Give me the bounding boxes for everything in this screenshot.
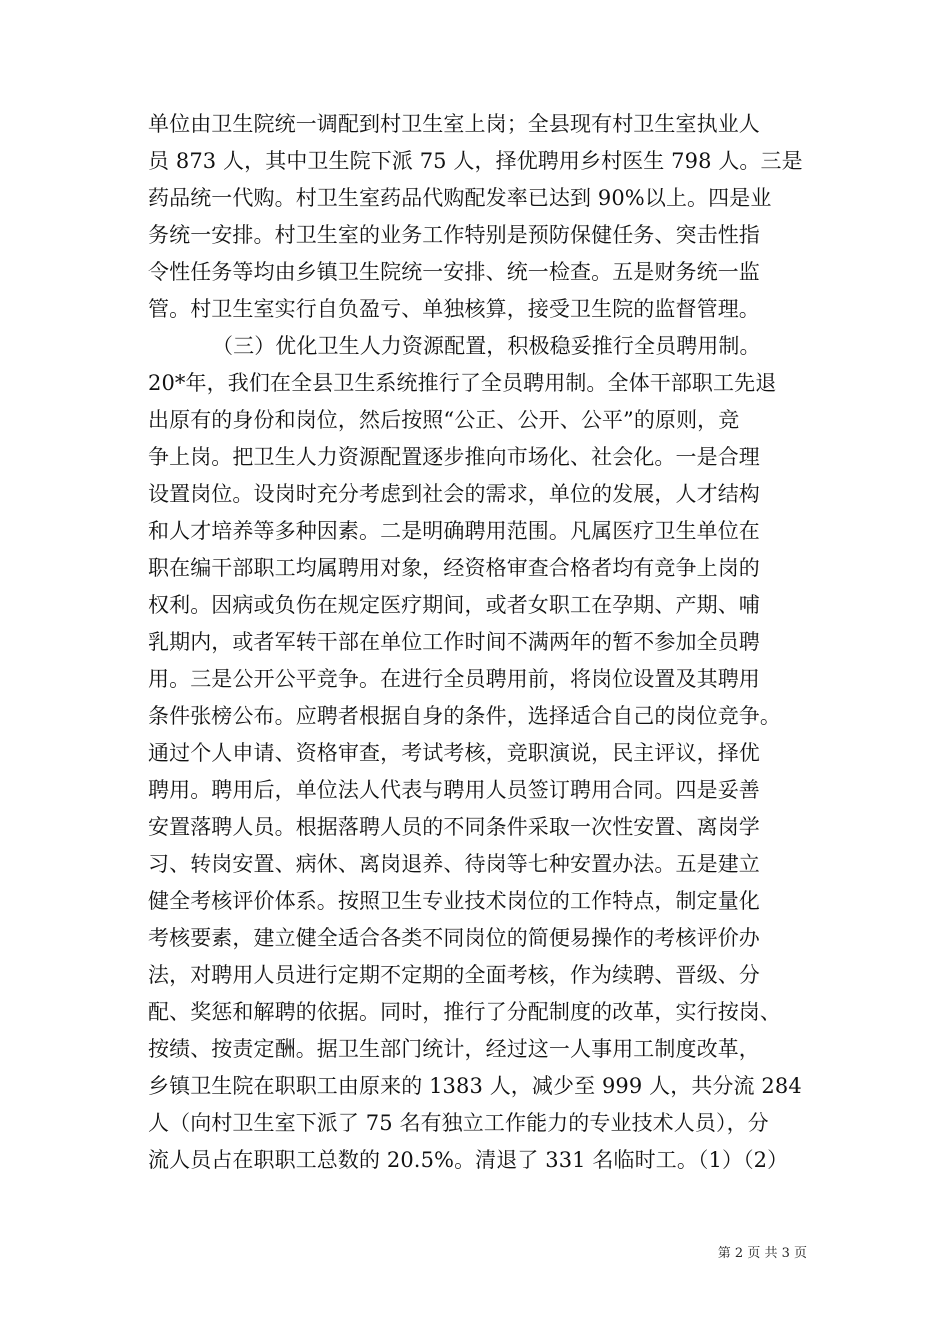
body-line: 用。三是公开公平竞争。在进行全员聘用前，将岗位设置及其聘用	[148, 667, 760, 691]
body-line: 权利。因病或负伤在规定医疗期间，或者女职工在孕期、产期、哺	[148, 593, 760, 617]
body-line: 乡镇卫生院在职职工由原来的 1383 人，减少至 999 人，共分流 284	[148, 1074, 802, 1098]
body-line: 健全考核评价体系。按照卫生专业技术岗位的工作特点，制定量化	[148, 889, 760, 913]
page-number: 第 2 页 共 3 页	[717, 1246, 807, 1261]
body-line: 流人员占在职职工总数的 20.5%。清退了 331 名临时工。（1）（2）	[148, 1148, 789, 1172]
section-heading: （三）优化卫生人力资源配置，积极稳妥推行全员聘用制。	[212, 334, 761, 358]
body-line: 法，对聘用人员进行定期不定期的全面考核，作为续聘、晋级、分	[148, 963, 760, 987]
body-line: 安置落聘人员。根据落聘人员的不同条件采取一次性安置、离岗学	[148, 815, 760, 839]
body-line: 考核要素，建立健全适合各类不同岗位的简便易操作的考核评价办	[148, 926, 760, 950]
body-line: 人（向村卫生室下派了 75 名有独立工作能力的专业技术人员），分	[148, 1111, 769, 1135]
body-line: 务统一安排。村卫生室的业务工作特别是预防保健任务、突击性指	[148, 223, 760, 247]
body-line: 单位由卫生院统一调配到村卫生室上岗；全县现有村卫生室执业人	[148, 112, 760, 136]
body-line: 争上岗。把卫生人力资源配置逐步推向市场化、社会化。一是合理	[148, 445, 760, 469]
body-line: 药品统一代购。村卫生室药品代购配发率已达到 90%以上。四是业	[148, 186, 772, 210]
body-line: 职在编干部职工均属聘用对象，经资格审查合格者均有竞争上岗的	[148, 556, 760, 580]
body-line: 通过个人申请、资格审查，考试考核，竞职演说，民主评议，择优	[148, 741, 760, 765]
body-line: 员 873 人，其中卫生院下派 75 人，择优聘用乡村医生 798 人。三是	[148, 149, 803, 173]
body-line: 设置岗位。设岗时充分考虑到社会的需求，单位的发展，人才结构	[148, 482, 760, 506]
body-line: 乳期内，或者军转干部在单位工作时间不满两年的暂不参加全员聘	[148, 630, 760, 654]
body-line: 按绩、按责定酬。据卫生部门统计，经过这一人事用工制度改革，	[148, 1037, 760, 1061]
body-line: 20*年，我们在全县卫生系统推行了全员聘用制。全体干部职工先退	[148, 371, 777, 395]
body-line: 令性任务等均由乡镇卫生院统一安排、统一检查。五是财务统一监	[148, 260, 760, 284]
body-line: 管。村卫生室实行自负盈亏、单独核算，接受卫生院的监督管理。	[148, 297, 760, 321]
body-line: 配、奖惩和解聘的依据。同时，推行了分配制度的改革，实行按岗、	[148, 1000, 781, 1024]
body-line: 习、转岗安置、病休、离岗退养、待岗等七种安置办法。五是建立	[148, 852, 760, 876]
body-line: 聘用。聘用后，单位法人代表与聘用人员签订聘用合同。四是妥善	[148, 778, 760, 802]
body-line: 条件张榜公布。应聘者根据自身的条件，选择适合自己的岗位竞争。	[148, 704, 781, 728]
body-line: 出原有的身份和岗位，然后按照“公正、公开、公平”的原则，竞	[148, 408, 740, 432]
body-line: 和人才培养等多种因素。二是明确聘用范围。凡属医疗卫生单位在	[148, 519, 760, 543]
